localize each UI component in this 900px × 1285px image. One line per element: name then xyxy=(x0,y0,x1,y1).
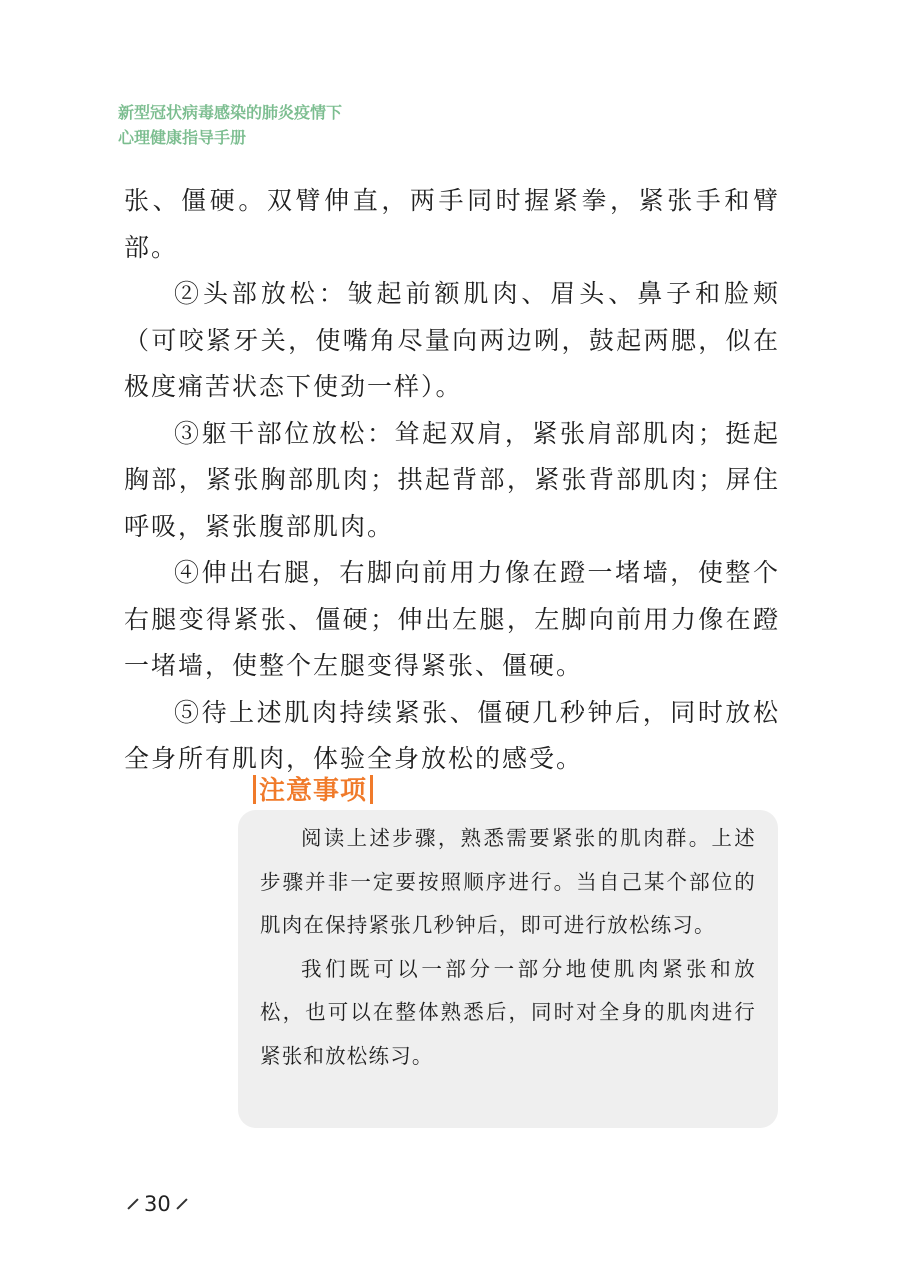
paragraph-torso-relax: ③躯干部位放松：耸起双肩，紧张肩部肌肉；挺起胸部，紧张胸部肌肉；拱起背部，紧张背部肌肉；屏住呼吸，紧张腹部肌肉。 xyxy=(124,418,780,541)
notice-heading-text: 注意事项 xyxy=(259,776,368,806)
header-title-line2: 心理健康指导手册 xyxy=(118,128,247,147)
paragraph-continuation: 张、僵硬。双臂伸直，两手同时握紧拳，紧张手和臂部。 xyxy=(124,186,780,262)
body-text xyxy=(124,178,780,783)
slash-decoration-left xyxy=(127,1198,138,1209)
paragraph-legs-relax: ④伸出右腿，右脚向前用力像在蹬一堵墙，使整个右腿变得紧张、僵硬；伸出左腿，左脚向前用力像在蹬一堵墙，使整个左腿变得紧张、僵硬。 xyxy=(124,558,780,680)
paragraph-head-relax: ②头部放松：皱起前额肌肉、眉头、鼻子和脸颊（可咬紧牙关，使嘴角尽量向两边咧，鼓起两腮，似在极度痛苦状态下使劲一样）。 xyxy=(124,279,780,401)
page-number-text: 30 xyxy=(144,1192,171,1216)
header-title-line1: 新型冠状病毒感染的肺炎疫情下 xyxy=(118,103,343,122)
paragraph-whole-body-relax: ⑤待上述肌肉持续紧张、僵硬几秒钟后，同时放松全身所有肌肉，体验全身放松的感受。 xyxy=(124,697,780,773)
running-header xyxy=(118,100,342,150)
notice-paragraph-2: 我们既可以一部分一部分地使肌肉紧张和放松，也可以在整体熟悉后，同时对全身的肌肉进行紧张和放松练习。 xyxy=(260,956,756,1068)
notice-box xyxy=(238,810,778,1128)
notice-paragraph-1: 阅读上述步骤，熟悉需要紧张的肌肉群。上述步骤并非一定要按照顺序进行。当自己某个部位的肌肉在保持紧张几秒钟后，即可进行放松练习。 xyxy=(260,826,756,937)
page-number xyxy=(122,1192,193,1216)
right-bar-decoration xyxy=(370,775,373,804)
notice-heading xyxy=(250,770,376,807)
left-bar-decoration xyxy=(253,775,256,804)
slash-decoration-right xyxy=(176,1198,187,1209)
